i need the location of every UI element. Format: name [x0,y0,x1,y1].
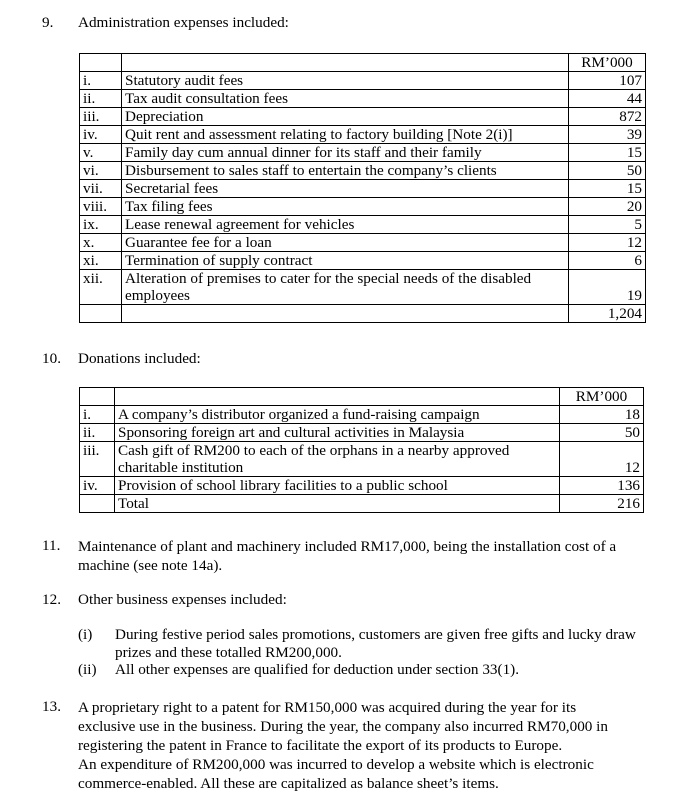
total-amount: 1,204 [569,305,646,323]
table-row: i. A company’s distributor organized a fund-raising campaign 18 [80,406,644,424]
table-row: xi. Termination of supply contract 6 [80,252,646,270]
section-12-number: 12. [42,591,61,608]
table-header-row [80,388,644,406]
table-row: i. Statutory audit fees 107 [80,72,646,90]
donations-table [79,387,644,513]
table-row: x. Guarantee fee for a loan 12 [80,234,646,252]
table-header-row [80,54,646,72]
section-12-heading: Other business expenses included: [78,591,287,608]
table-row: xii. Alteration of premises to cater for the special needs of the disabled employees 19 [80,270,646,305]
section-11-text: Maintenance of plant and machinery included RM17,000, being the installation cost of a machine (see note 14a). [78,538,617,574]
total-row [80,305,646,323]
section-10-heading: Donations included: [78,350,201,367]
table-row: iv. Provision of school library facilities to a public school 136 [80,477,644,495]
administration-expenses-table [79,53,646,323]
table-row: viii. Tax filing fees 20 [80,198,646,216]
section-10-number: 10. [42,350,61,367]
table-row: iv. Quit rent and assessment relating to factory building [Note 2(i)] 39 [80,126,646,144]
table-row: v. Family day cum annual dinner for its staff and their family 15 [80,144,646,162]
table-row: iii. Cash gift of RM200 to each of the orphans in a nearby approved charitable institution 12 [80,442,644,477]
section-13-text: A proprietary right to a patent for RM150,000 was acquired during the year for its exclusive use in the business. During the year, the company also incurred RM70,000 in registering the patent in France to facilitate the export of its products to Europe. An expenditure of RM200,000 was incurred to develop a website which is electronic commerce-enabled. All these are capitalized as balance sheet’s items. [78,699,608,792]
table-row: ix. Lease renewal agreement for vehicles 5 [80,216,646,234]
unit-header: RM’000 [560,388,644,406]
total-amount: 216 [560,495,644,513]
table-row: ii. Sponsoring foreign art and cultural activities in Malaysia 50 [80,424,644,442]
section-11-number: 11. [42,537,61,554]
total-row [80,495,644,513]
section-9-heading: Administration expenses included: [78,14,289,31]
table-row: vii. Secretarial fees 15 [80,180,646,198]
table-row: vi. Disbursement to sales staff to entertain the company’s clients 50 [80,162,646,180]
table-row: iii. Depreciation 872 [80,108,646,126]
table-row: ii. Tax audit consultation fees 44 [80,90,646,108]
section-13-number: 13. [42,698,61,715]
unit-header: RM’000 [569,54,646,72]
total-label: Total [115,495,560,513]
section-9-number: 9. [42,14,54,31]
